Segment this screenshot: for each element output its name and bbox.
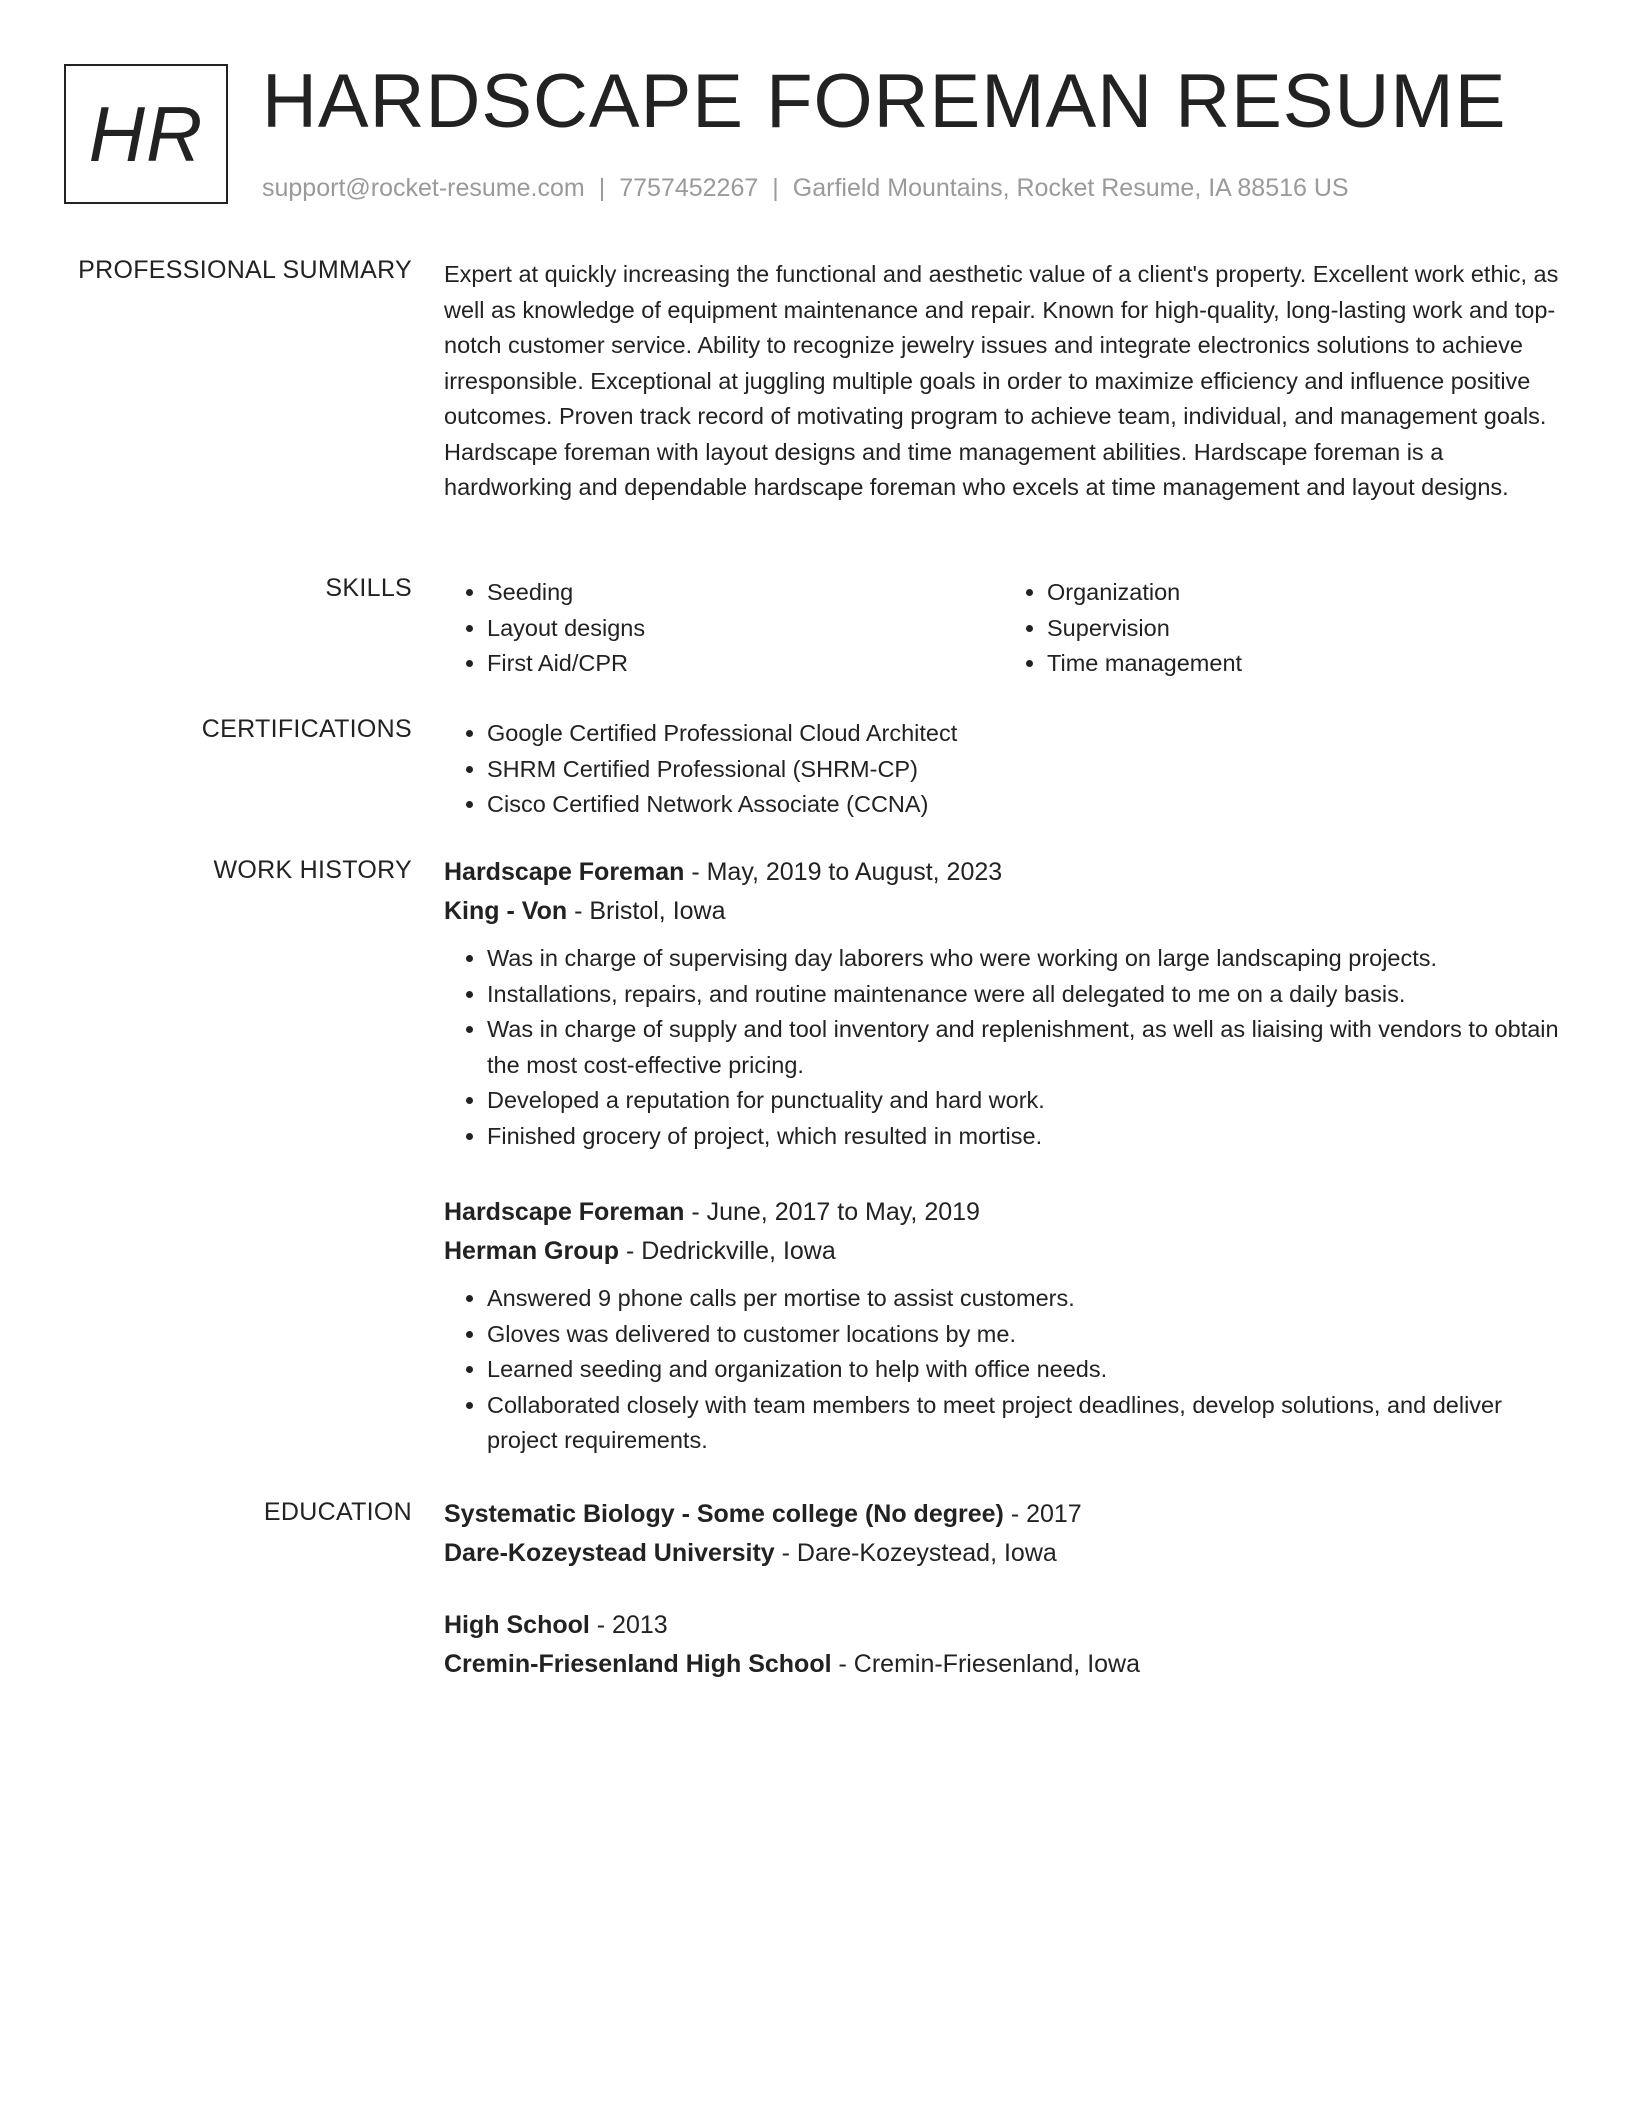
skills-column-right (1004, 575, 1564, 682)
school-name: Dare-Kozeystead University (444, 1539, 775, 1567)
skill-item: • Supervision (1047, 611, 1564, 647)
job-bullet: • Was in charge of supply and tool inventory and replenishment, as well as liaising with vendors to obtain the most cost-effective pricing. (487, 1012, 1564, 1083)
degree: Systematic Biology - Some college (No degree) (444, 1500, 1004, 1528)
school-location: - Cremin-Friesenland, Iowa (831, 1650, 1140, 1678)
certification-item: • SHRM Certified Professional (SHRM-CP) (487, 752, 1564, 788)
job-bullet: • Collaborated closely with team members to meet project deadlines, develop solutions, and deliver project requirements. (487, 1388, 1564, 1459)
job-bullet: • Installations, repairs, and routine maintenance were all delegated to me on a daily basis. (487, 977, 1564, 1013)
certification-item: • Google Certified Professional Cloud Architect (487, 716, 1564, 752)
job-location: - Dedrickville, Iowa (619, 1237, 836, 1265)
job-location: - Bristol, Iowa (567, 897, 726, 925)
job-bullet: • Learned seeding and organization to help with office needs. (487, 1352, 1564, 1388)
skill-item: • First Aid/CPR (487, 646, 1004, 682)
job-bullet: • Finished grocery of project, which resulted in mortise. (487, 1119, 1564, 1155)
job-title-line (444, 853, 1564, 892)
school-line (444, 1534, 1564, 1573)
job-bullet: • Was in charge of supervising day laborers who were working on large landscaping projects. (487, 941, 1564, 977)
separator: | (598, 174, 606, 202)
job-company-line (444, 892, 1564, 931)
school-location: - Dare-Kozeystead, Iowa (774, 1539, 1057, 1567)
summary-text: Expert at quickly increasing the functional and aesthetic value of a client's property. Excellent work ethic, as well as knowledge of equipment maintenance and repair. Known for high-quality, long-lasting work and top-notch customer service. Ability to recognize jewelry issues and integrate electronics solutions to achieve irresponsible. Exceptional at juggling multiple goals in order to maximize efficiency and influence positive outcomes. Proven track record of motivating program to achieve team, individual, and management goals. Hardscape foreman with layout designs and time management abilities. Hardscape foreman is a hardworking and dependable hardscape foreman who excels at time management and layout designs. (444, 261, 1559, 500)
graduation-year: - 2013 (589, 1611, 668, 1639)
skill-item: • Time management (1047, 646, 1564, 682)
section-label-skills: SKILLS (325, 574, 412, 602)
job-dates: - June, 2017 to May, 2019 (684, 1198, 980, 1226)
certifications-list (444, 716, 1564, 823)
job-bullet: • Answered 9 phone calls per mortise to assist customers. (487, 1281, 1564, 1317)
skills-column-left (444, 575, 1004, 682)
resume-title: HARDSCAPE FOREMAN RESUME (262, 59, 1507, 144)
separator: | (772, 174, 779, 202)
job-bullet: • Gloves was delivered to customer locations by me. (487, 1317, 1564, 1353)
degree-line (444, 1606, 1564, 1645)
skill-item: • Organization (1047, 575, 1564, 611)
job-company: King - Von (444, 897, 568, 925)
resume-header (64, 59, 1584, 214)
job-entry (444, 1193, 1564, 1459)
job-company: Herman Group (444, 1237, 620, 1265)
skill-item: • Seeding (487, 575, 1004, 611)
job-bullet: • Developed a reputation for punctuality and hard work. (487, 1083, 1564, 1119)
section-label-work-history: WORK HISTORY (213, 856, 412, 884)
skills-list (444, 575, 1564, 682)
job-title: Hardscape Foreman (444, 1198, 685, 1226)
certification-item: • Cisco Certified Network Associate (CCNA) (487, 787, 1564, 823)
job-bullets (444, 941, 1564, 1154)
school-line (444, 1645, 1564, 1684)
job-bullets (444, 1281, 1564, 1459)
contact-line (262, 174, 1349, 203)
job-company-line (444, 1232, 1564, 1271)
section-label-education: EDUCATION (263, 1498, 412, 1526)
skill-item: • Layout designs (487, 611, 1004, 647)
section-label-certifications: CERTIFICATIONS (201, 715, 412, 743)
school-name: Cremin-Friesenland High School (444, 1650, 832, 1678)
degree: High School (444, 1611, 590, 1639)
address: Garfield Mountains, Rocket Resume, IA 88516 US (792, 174, 1349, 202)
job-dates: - May, 2019 to August, 2023 (684, 858, 1003, 886)
section-label-summary: PROFESSIONAL SUMMARY (78, 256, 412, 284)
graduation-year: - 2017 (1003, 1500, 1082, 1528)
job-entry (444, 853, 1564, 1154)
job-title: Hardscape Foreman (444, 858, 685, 886)
education-entry (444, 1606, 1564, 1684)
email-link[interactable]: support@rocket-resume.com (262, 174, 585, 202)
degree-line (444, 1495, 1564, 1534)
phone-number[interactable]: 7757452267 (619, 174, 759, 202)
monogram-logo: HR (64, 64, 228, 204)
job-title-line (444, 1193, 1564, 1232)
education-entry (444, 1495, 1564, 1573)
